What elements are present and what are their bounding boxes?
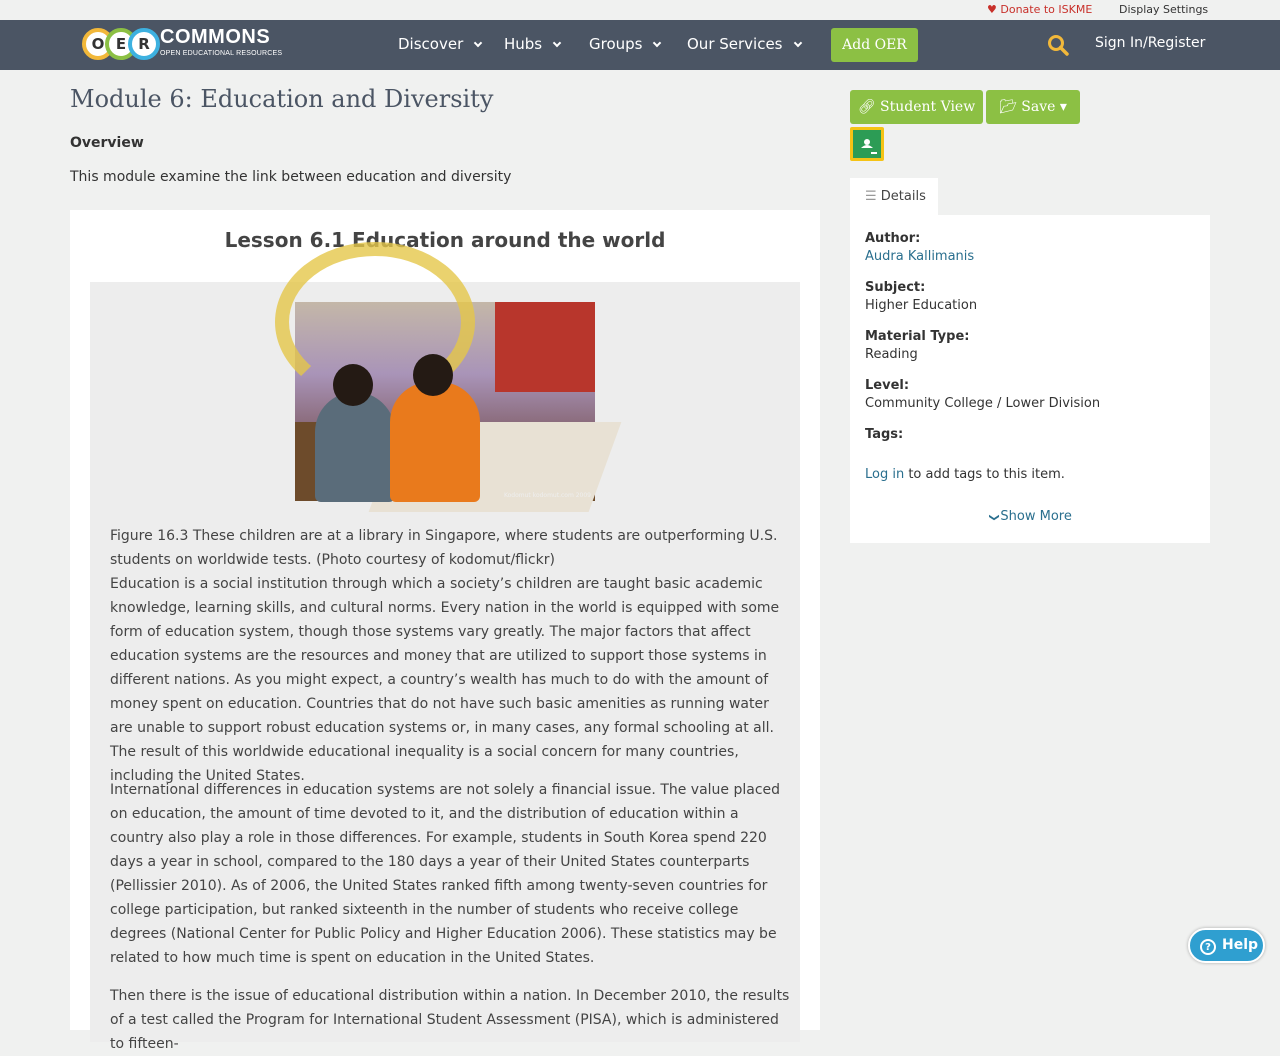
show-more-label: Show More [1000,509,1072,524]
nav-groups[interactable] [589,35,660,53]
chevron-down-icon [653,39,661,47]
lesson-paragraph: Then there is the issue of educational distribution within a nation. In December 2010, the results of a test called the Program for International Student Assessment (PISA), which is administered to fifteen- [110,988,790,1052]
tags-login-prompt [865,467,1065,482]
student-view-button[interactable] [850,90,983,124]
author-label: Author: [865,231,921,246]
logo-letter-o: O [82,28,114,60]
lesson-content [90,282,800,1052]
nav-hubs[interactable] [504,35,560,53]
nav-discover[interactable] [398,35,481,53]
chevron-down-icon [793,39,801,47]
figure-caption: Figure 16.3 These children are at a library in Singapore, where students are outperforming U.S. students on worldwide tests. (Photo courtesy of kodomut/flickr) [110,528,778,568]
nav-our-services-label: Our Services [687,35,783,53]
author-link[interactable]: Audra Kallimanis [865,249,975,264]
chevron-down-icon: ❯ [988,513,1000,522]
help-question-icon: ? [1200,939,1216,955]
save-button[interactable] [986,90,1080,124]
utility-bar [0,0,1280,20]
folder-icon: 📂︎ [999,99,1017,115]
caret-down-icon: ▾ [1059,99,1067,115]
level-value: Community College / Lower Division [865,396,1101,411]
main-navbar [0,20,1280,70]
link-icon: 🔗︎ [857,99,876,115]
overview-text: This module examine the link between education and diversity [70,169,512,185]
sign-in-register-link[interactable]: Sign In/Register [1095,35,1206,51]
lesson-paragraph: Education is a social institution through which a society’s children are taught basic academic knowledge, learning skills, and cultural norms. Every nation in the world is equipped with some form of education system, though those systems vary greatly. The major factors that affect education systems are the resources and money that are utilized to support those systems in different nations. As you might expect, a country’s wealth has much to do with the amount of money spent on education. Countries that do not have such basic amenities as running water are unable to support robust education systems or, in many cases, any formal schooling at all. The result of this worldwide educational inequality is a social concern for many countries, including the United States. [110,576,780,784]
photo-credit: Kodomut kodomut.com 2009 [503,492,591,499]
lesson-paragraph: International differences in education systems are not solely a financial issue. The value placed on education, the amount of time devoted to it, and the distribution of education within a country also play a role in those differences. For example, students in South Korea spend 220 days a year in school, compared to the 180 days a year of their United States counterparts (Pellissier 2010). As of 2006, the United States ranked fifth among twenty-seven countries for college participation, but ranked sixteenth in the number of students who receive college degrees (National Center for Public Policy and Higher Education 2006). These statistics may be related to how much time is spent on education in the United States. [110,782,781,966]
google-classroom-icon [853,130,881,158]
help-label: Help [1222,937,1259,953]
login-link[interactable]: Log in [865,467,905,482]
nav-our-services[interactable] [687,35,801,53]
add-oer-button[interactable]: Add OER [831,28,918,62]
subject-value: Higher Education [865,298,978,313]
display-settings-link[interactable]: Display Settings [1119,3,1209,16]
logo-wordmark: COMMONS [160,26,271,48]
details-panel [850,215,1210,543]
overview-heading: Overview [70,135,144,151]
donate-link[interactable] [987,3,1092,16]
chevron-down-icon [474,39,482,47]
tags-label: Tags: [865,427,904,442]
lesson-title: Lesson 6.1 Education around the world [224,228,666,252]
tab-details[interactable] [850,178,938,215]
subject-label: Subject: [865,280,926,295]
list-icon: ☰ [865,189,877,204]
tab-details-label: Details [880,189,926,204]
lesson-card [70,210,820,1052]
nav-groups-label: Groups [589,35,643,53]
oer-commons-logo[interactable] [82,24,286,64]
help-button[interactable] [1188,928,1265,963]
google-classroom-button[interactable] [850,127,884,161]
save-label: Save [1021,99,1056,115]
donate-label: Donate to ISKME [1000,3,1093,16]
logo-letter-e: E [105,28,137,60]
heart-icon: ♥ [987,3,997,16]
logo-letter-r: R [128,28,160,60]
student-view-label: Student View [880,99,976,115]
material-type-value: Reading [865,347,918,362]
login-suffix: to add tags to this item. [904,467,1065,482]
show-more-button[interactable] [990,509,1072,524]
chevron-down-icon [553,39,561,47]
logo-tagline: OPEN EDUCATIONAL RESOURCES [160,50,283,57]
page-title: Module 6: Education and Diversity [70,85,494,113]
material-type-label: Material Type: [865,329,970,344]
search-icon[interactable] [1047,34,1069,56]
level-label: Level: [865,378,910,393]
nav-discover-label: Discover [398,35,464,53]
library-children-photo [295,302,595,501]
nav-hubs-label: Hubs [504,35,543,53]
